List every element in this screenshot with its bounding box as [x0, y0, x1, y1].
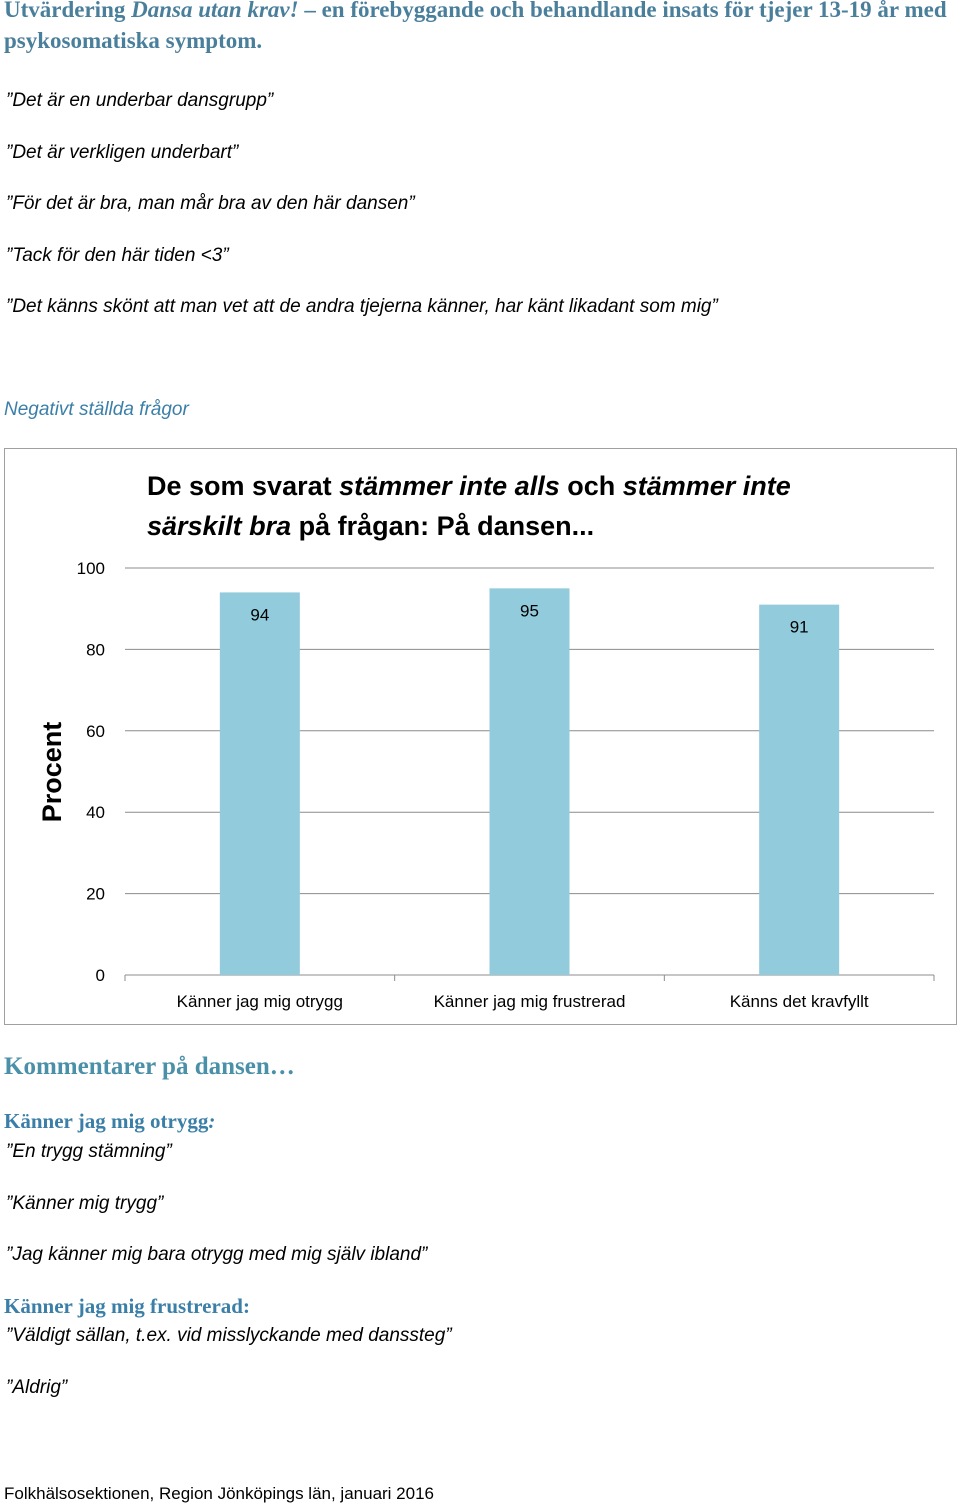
comment-frustrerad-1: ”Väldigt sällan, t.ex. vid misslyckande med danssteg”	[6, 1325, 452, 1346]
y-tick-label: 80	[86, 640, 105, 660]
page-footer: Folkhälsosektionen, Region Jönköpings län, januari 2016	[4, 1484, 435, 1503]
y-tick-label: 20	[86, 884, 105, 904]
y-tick-label: 100	[76, 559, 105, 578]
x-tick-label: Känner jag mig frustrerad	[433, 992, 626, 1011]
y-axis-label: Procent	[37, 721, 67, 823]
page-header	[4, 0, 954, 56]
bar	[220, 592, 300, 975]
header-part-1: Utvärdering	[4, 0, 132, 22]
header-project-name: Dansa utan krav!	[131, 0, 299, 22]
comment-frustrerad-2: ”Aldrig”	[6, 1377, 68, 1398]
chart-title-line-1: De som svarat stämmer inte alls och stämmer inte	[147, 471, 791, 501]
quote-4: ”Tack för den här tiden <3”	[6, 245, 229, 266]
bar-data-label: 94	[250, 605, 270, 625]
quote-2: ”Det är verkligen underbart”	[6, 142, 239, 163]
comment-otrygg-1: ”En trygg stämning”	[6, 1141, 172, 1162]
comments-otrygg-label: Känner jag mig otrygg	[4, 1109, 209, 1133]
quote-3: ”För det är bra, man mår bra av den här dansen”	[6, 193, 415, 214]
y-tick-label: 60	[86, 721, 105, 741]
comments-otrygg-heading	[4, 1109, 215, 1134]
y-tick-label: 40	[86, 803, 105, 823]
x-tick-label: Känns det kravfyllt	[729, 992, 869, 1011]
comment-otrygg-3: ”Jag känner mig bara otrygg med mig själv ibland”	[6, 1244, 428, 1265]
x-tick-label: Känner jag mig otrygg	[176, 992, 343, 1011]
comment-otrygg-2: ”Känner mig trygg”	[6, 1193, 164, 1214]
y-tick-label: 0	[95, 966, 105, 985]
comments-otrygg-colon: :	[208, 1109, 216, 1133]
bar-chart	[4, 448, 957, 1025]
header-part-3: – en förebyggande och behandlande insats för tjejer 13-19 år med psykosomatiska symptom.	[4, 0, 947, 53]
bar	[759, 605, 839, 975]
bar-data-label: 95	[520, 601, 539, 621]
chart-title-line-2: särskilt bra på frågan: På dansen...	[147, 511, 595, 541]
comments-frustrerad-heading: Känner jag mig frustrerad:	[4, 1294, 250, 1318]
bar	[490, 588, 570, 975]
bar-chart-svg	[5, 449, 958, 1026]
quote-1: ”Det är en underbar dansgrupp”	[6, 90, 274, 111]
section-subtitle: Negativt ställda frågor	[4, 399, 189, 420]
quote-5: ”Det känns skönt att man vet att de andra tjejerna känner, har känt likadant som mig”	[6, 296, 718, 317]
comments-heading: Kommentarer på dansen…	[4, 1053, 295, 1080]
bar-data-label: 91	[789, 617, 809, 637]
